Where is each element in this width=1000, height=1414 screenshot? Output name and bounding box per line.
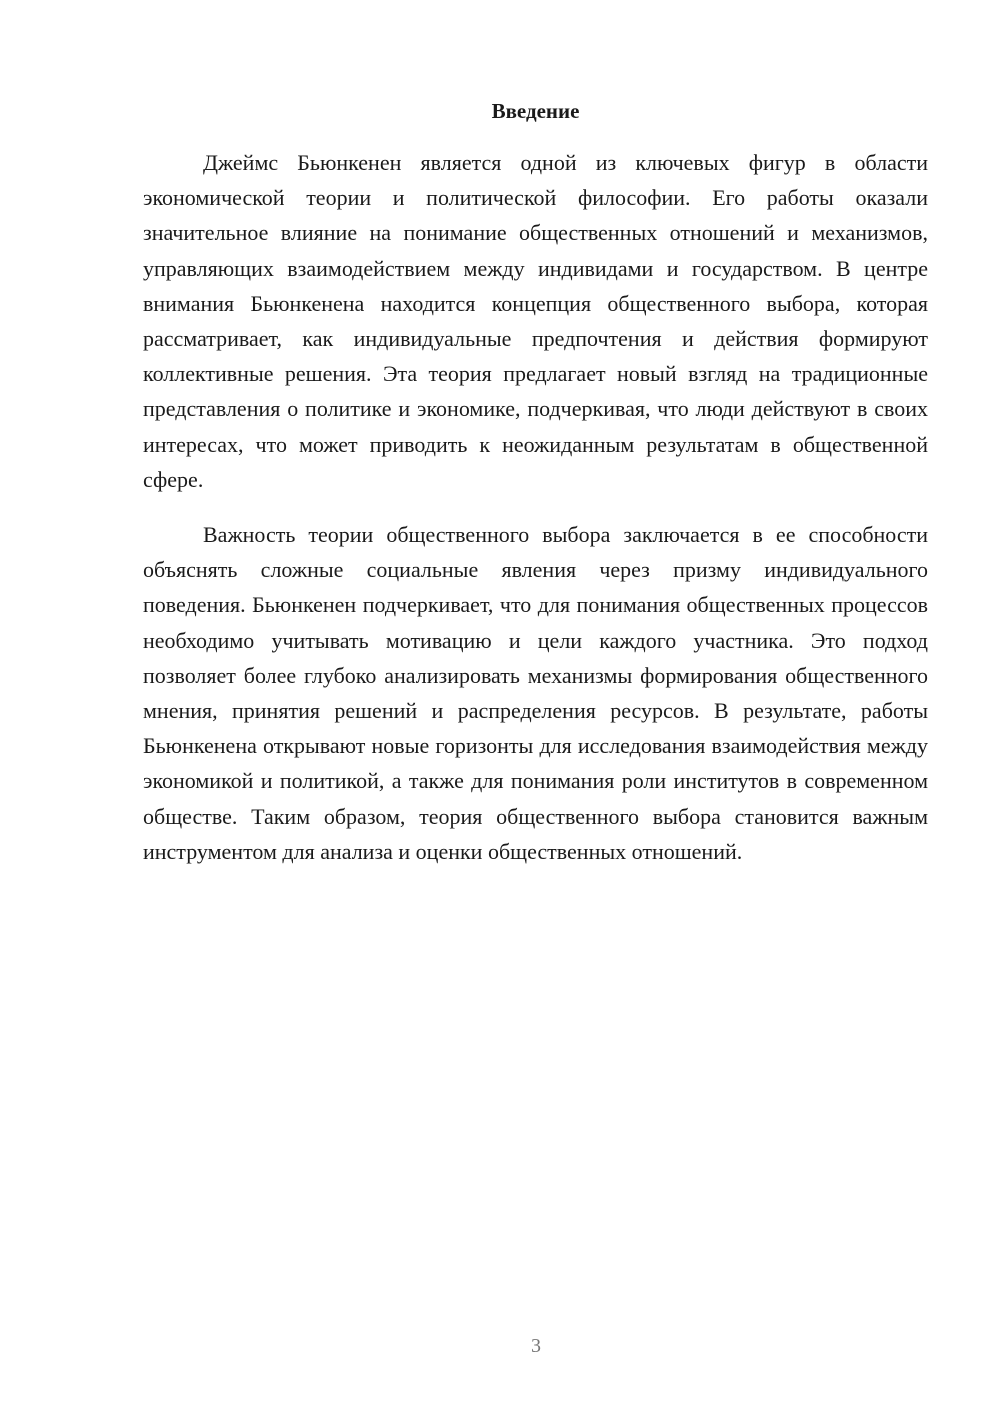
page-number: 3 [531,1335,541,1357]
paragraph-1: Джеймс Бьюнкенен является одной из ключевых фигур в области экономической теории и политической философии. Его работы оказали значительное влияние на понимание общественных отношений и механизмов, управляющих взаимодействием между индивидами и государством. В центре внимания Бьюнкенена находится концепция общественного выбора, которая рассматривает, как индивидуальные предпочтения и действия формируют коллективные решения. Эта теория предлагает новый взгляд на традиционные представления о политике и экономике, подчеркивая, что люди действуют в своих интересах, что может приводить к неожиданным результатам в общественной сфере. [143,150,928,492]
section-heading: Введение [491,99,580,123]
page-content [143,97,928,869]
paragraph-2: Важность теории общественного выбора заключается в ее способности объяснять сложные социальные явления через призму индивидуального поведения. Бьюнкенен подчеркивает, что для понимания общественных процессов необходимо учитывать мотивацию и цели каждого участника. Это подход позволяет более глубоко анализировать механизмы формирования общественного мнения, принятия решений и распределения ресурсов. В результате, работы Бьюнкенена открывают новые горизонты для исследования взаимодействия между экономикой и политикой, а также для понимания роли институтов в современном обществе. Таким образом, теория общественного выбора становится важным инструментом для анализа и оценки общественных отношений. [143,522,928,864]
